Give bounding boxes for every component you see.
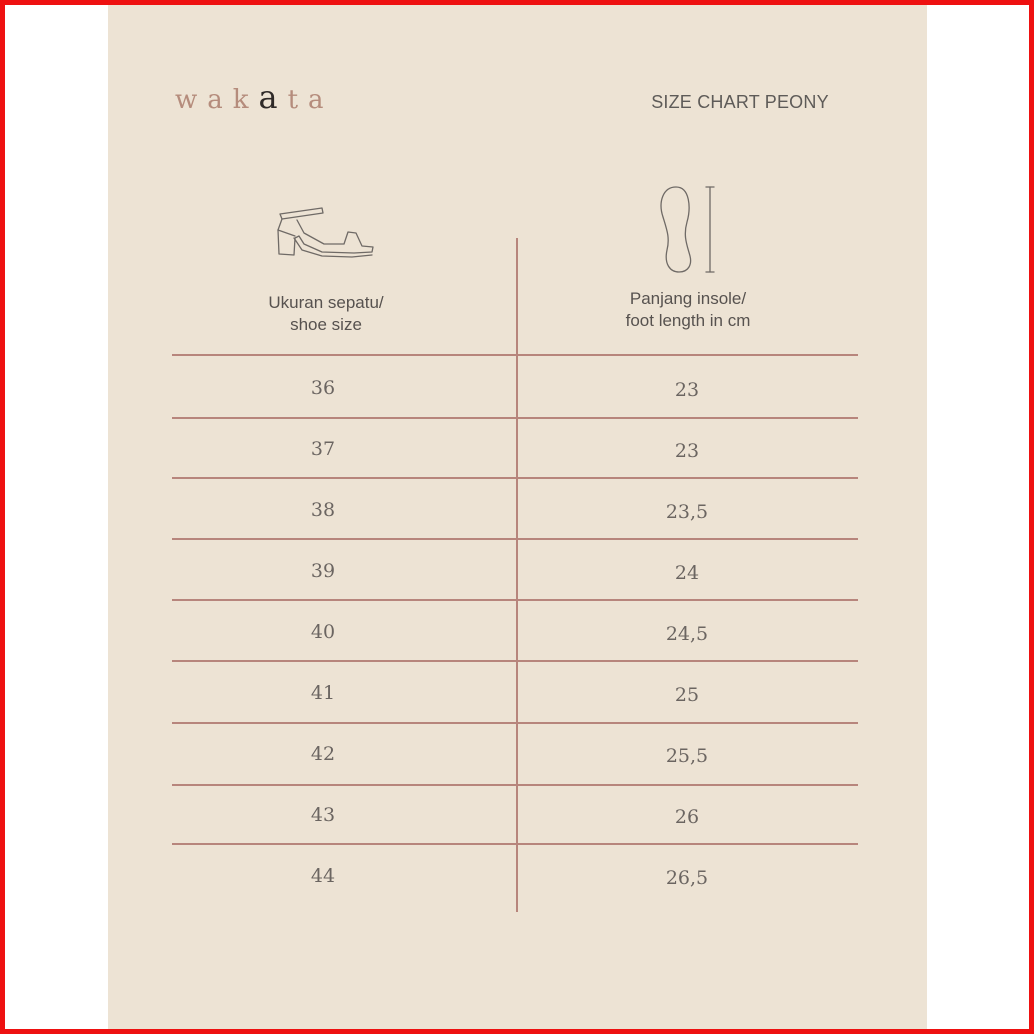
row-divider — [172, 722, 858, 724]
column-header-foot-length — [578, 288, 798, 332]
shoe-size-cell: 40 — [310, 621, 336, 643]
shoe-size-cell: 44 — [310, 865, 336, 887]
foot-length-cell: 26 — [674, 806, 700, 828]
shoe-size-cell: 43 — [310, 804, 336, 826]
row-divider — [172, 417, 858, 419]
shoe-size-cell: 41 — [310, 682, 336, 704]
shoe-size-cell: 38 — [310, 499, 336, 521]
row-divider — [172, 538, 858, 540]
shoe-size-cell: 39 — [310, 560, 336, 582]
brand-logo-suffix: ta — [287, 85, 334, 115]
brand-logo-accent: a — [258, 78, 288, 116]
column-header-foot-length-line1: Panjang insole/ — [629, 289, 747, 308]
foot-length-cell: 25,5 — [665, 745, 709, 767]
row-divider — [172, 599, 858, 601]
column-header-foot-length-line2: foot length in cm — [625, 311, 751, 330]
shoe-size-cell: 42 — [310, 743, 336, 765]
column-header-shoe-size — [226, 292, 426, 336]
shoe-size-cell: 36 — [310, 377, 336, 399]
column-header-shoe-size-line2: shoe size — [290, 315, 362, 334]
brand-logo — [175, 78, 334, 116]
shoe-size-cell: 37 — [310, 438, 336, 460]
column-divider — [516, 238, 518, 912]
column-header-shoe-size-line1: Ukuran sepatu/ — [268, 293, 384, 312]
foot-length-cell: 23 — [674, 379, 700, 401]
foot-length-cell: 24,5 — [665, 623, 709, 645]
sandal-icon — [272, 200, 380, 262]
brand-logo-prefix: wak — [175, 85, 259, 115]
row-divider — [172, 843, 858, 845]
row-divider — [172, 660, 858, 662]
foot-length-cell: 23 — [674, 440, 700, 462]
foot-length-cell: 23,5 — [665, 501, 709, 523]
foot-length-cell: 25 — [674, 684, 700, 706]
foot-length-cell: 26,5 — [665, 867, 709, 889]
row-divider — [172, 354, 858, 356]
row-divider — [172, 784, 858, 786]
page-title: SIZE CHART PEONY — [651, 92, 829, 112]
row-divider — [172, 477, 858, 479]
foot-length-cell: 24 — [674, 562, 700, 584]
insole-icon — [654, 182, 718, 276]
